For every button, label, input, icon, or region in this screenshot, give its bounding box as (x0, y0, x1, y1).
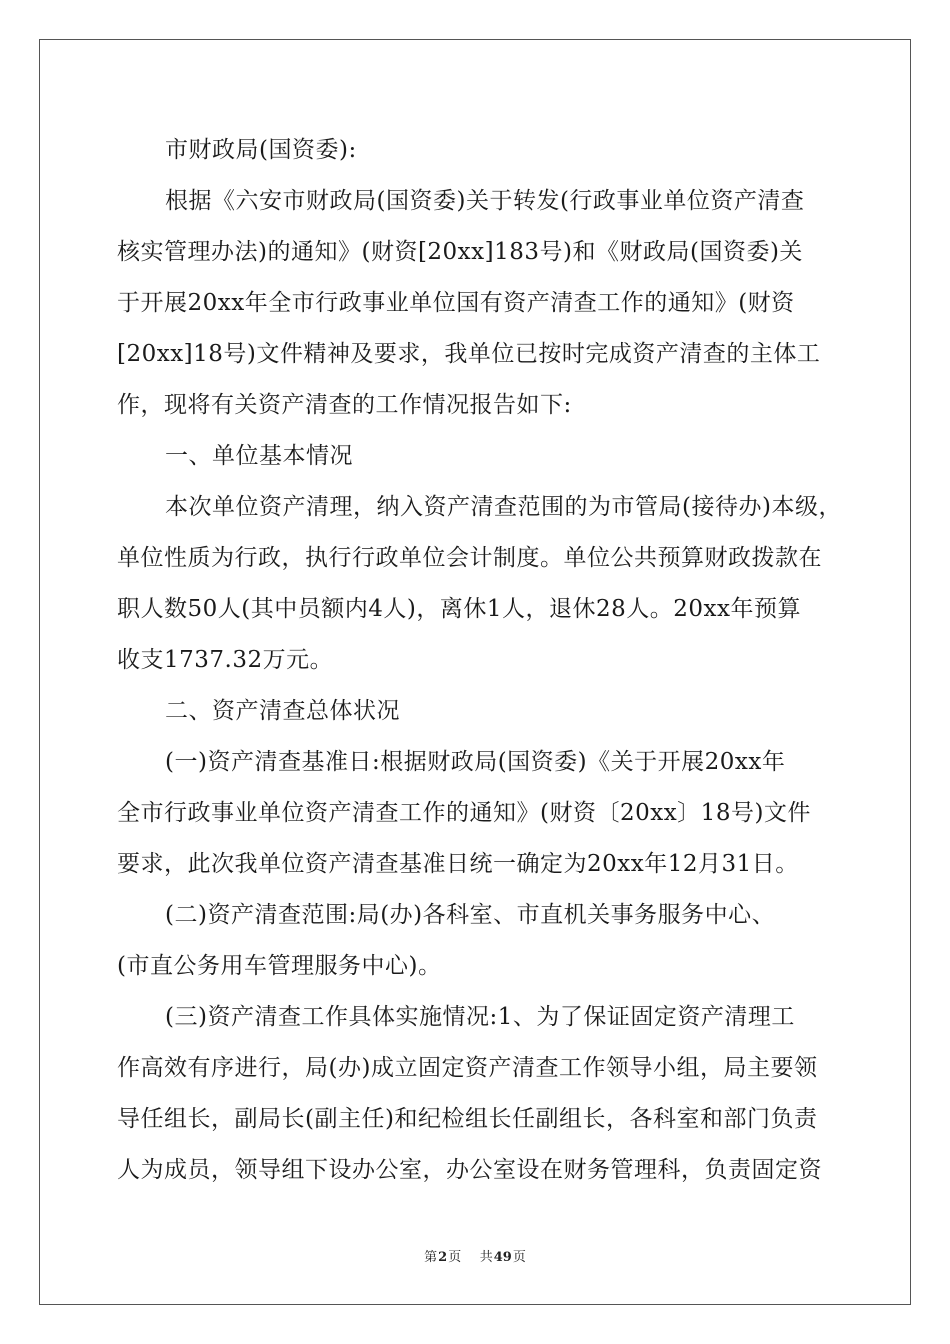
text-line: (二)资产清查范围:局(办)各科室、市直机关事务服务中心、 (165, 902, 776, 928)
text-line: (市直公务用车管理服务中心)。 (117, 953, 442, 979)
document-body (117, 125, 842, 1196)
footer-page-number: 2 (438, 1250, 448, 1265)
text-line: 职人数50人(其中员额内4人)，离休1人，退休28人。20xx年预算 (117, 596, 801, 622)
text-line: 市财政局(国资委): (165, 137, 357, 163)
text-line: 全市行政事业单位资产清查工作的通知》(财资〔20xx〕18号)文件 (117, 800, 811, 826)
footer-total-prefix: 共 (479, 1250, 493, 1265)
text-line: 人为成员，领导组下设办公室，办公室设在财务管理科，负责固定资 (117, 1157, 822, 1183)
text-line: 于开展20xx年全市行政事业单位国有资产清查工作的通知》(财资 (117, 290, 795, 316)
text-line: 核实管理办法)的通知》(财资[20xx]183号)和《财政局(国资委)关 (117, 239, 803, 265)
text-line: 本次单位资产清理，纳入资产清查范围的为市管局(接待办)本级， (165, 494, 842, 520)
footer-total-pages: 49 (493, 1250, 512, 1265)
text-line: 收支1737.32万元。 (117, 647, 334, 673)
text-line: 导任组长，副局长(副主任)和纪检组长任副组长，各科室和部门负责 (117, 1106, 818, 1132)
section-heading: 二、资产清查总体状况 (165, 698, 400, 724)
footer-total-suffix: 页 (512, 1250, 526, 1265)
text-line: 要求，此次我单位资产清查基准日统一确定为20xx年12月31日。 (117, 851, 799, 877)
text-line: (三)资产清查工作具体实施情况:1、为了保证固定资产清理工 (165, 1004, 795, 1030)
page-footer (0, 1246, 950, 1265)
text-line: 作高效有序进行，局(办)成立固定资产清查工作领导小组，局主要领 (117, 1055, 818, 1081)
footer-page-suffix: 页 (448, 1250, 462, 1265)
text-line: 单位性质为行政，执行行政单位会计制度。单位公共预算财政拨款在 (117, 545, 822, 571)
text-line: 根据《六安市财政局(国资委)关于转发(行政事业单位资产清查 (165, 188, 805, 214)
text-line: 作，现将有关资产清查的工作情况报告如下: (117, 392, 572, 418)
text-line: [20xx]18号)文件精神及要求，我单位已按时完成资产清查的主体工 (117, 341, 821, 367)
text-line: (一)资产清查基准日:根据财政局(国资委)《关于开展20xx年 (165, 749, 786, 775)
footer-page-prefix: 第 (424, 1250, 438, 1265)
section-heading: 一、单位基本情况 (165, 443, 353, 469)
